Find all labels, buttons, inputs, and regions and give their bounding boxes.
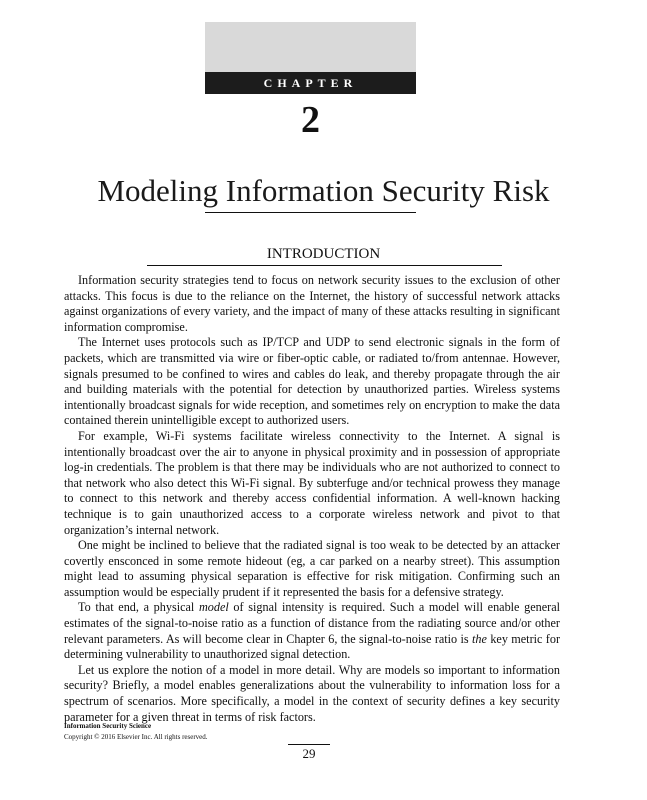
chapter-title: Modeling Information Security Risk <box>97 173 550 208</box>
page-number-divider <box>288 744 330 745</box>
footer-book-title: Information Security Science <box>64 722 152 730</box>
title-divider <box>205 212 416 213</box>
chapter-number: 2 <box>301 99 320 141</box>
paragraph-5-text-b: of signal intensity is required. Such a model will enable general estimates of the signal-to-noise ratio as a function of distance from the radiating source and/or other relevant parameters. As will become clear in Chapter 6, the signal-to-noise ratio is <box>64 600 560 646</box>
paragraph-5-text-c: key metric for determining vulnerability to unauthorized signal detection. <box>64 631 561 662</box>
section-divider <box>147 265 502 266</box>
chapter-header-block <box>205 22 416 72</box>
paragraph-6: Let us explore the notion of a model in more detail. Why are models so important to information security? Briefly, a model enables generalizations about the vulnerability to information loss for a spectrum of scenarios. More specifically, a model in the context of security defines a key security parameter for a given threat in terms of risk factors. <box>64 662 560 724</box>
paragraph-5-emphasis-the: the <box>472 631 487 646</box>
footer <box>64 721 208 743</box>
body-text <box>64 273 560 725</box>
section-heading: INTRODUCTION <box>266 246 381 262</box>
paragraph-2: The Internet uses protocols such as IP/TCP and UDP to send electronic signals in the form of packets, which are transmitted via wire or fiber-optic cable, or radiated to/from antennae. However, signals presumed to be confined to wires and cables do leak, and thereby propagate through the air and building materials with the potential for detection by unauthorized parties. Wireless systems intentionally broadcast signals for wide reception, and sometimes rely on encryption to make the data contained therein unintelligible except to authorized users. <box>64 335 560 428</box>
paragraph-3: For example, Wi-Fi systems facilitate wireless connectivity to the Internet. A signal is intentionally broadcast over the air to anyone in physical proximity and in possession of appropriate log-in credentials. The problem is that there may be individuals who are not authorized to connect to that network who also detect this Wi-Fi signal. By subterfuge and/or technical prowess they manage to connect to this network and thereby access confidential information. A well-known hacking technique is to gain unauthorized access to a corporate wireless network and pivot to that organization’s internal network. <box>64 428 560 537</box>
chapter-label: CHAPTER <box>205 72 416 94</box>
paragraph-1: Information security strategies tend to focus on network security issues to the exclusion of other attacks. This focus is due to the reliance on the Internet, the history of successful network attacks against organizations of every variety, and the impact of many of these attacks resulting in significant information compromise. <box>64 273 560 334</box>
page-number: 29 <box>302 746 316 761</box>
paragraph-5-text-a: To that end, a physical <box>78 600 199 615</box>
paragraph-5 <box>64 600 560 662</box>
footer-copyright: Copyright © 2016 Elsevier Inc. All rights reserved. <box>64 733 208 741</box>
paragraph-4: One might be inclined to believe that the radiated signal is too weak to be detected by an attacker covertly ensconced in some remote hideout (eg, a car parked on a nearby street). This assumption might lead to assuming physical separation is effective for risk mitigation. Confirming such an assumption would be especially prudent if it represented the basis for a defensive strategy. <box>64 538 560 599</box>
paragraph-5-emphasis-model: model <box>198 600 229 615</box>
